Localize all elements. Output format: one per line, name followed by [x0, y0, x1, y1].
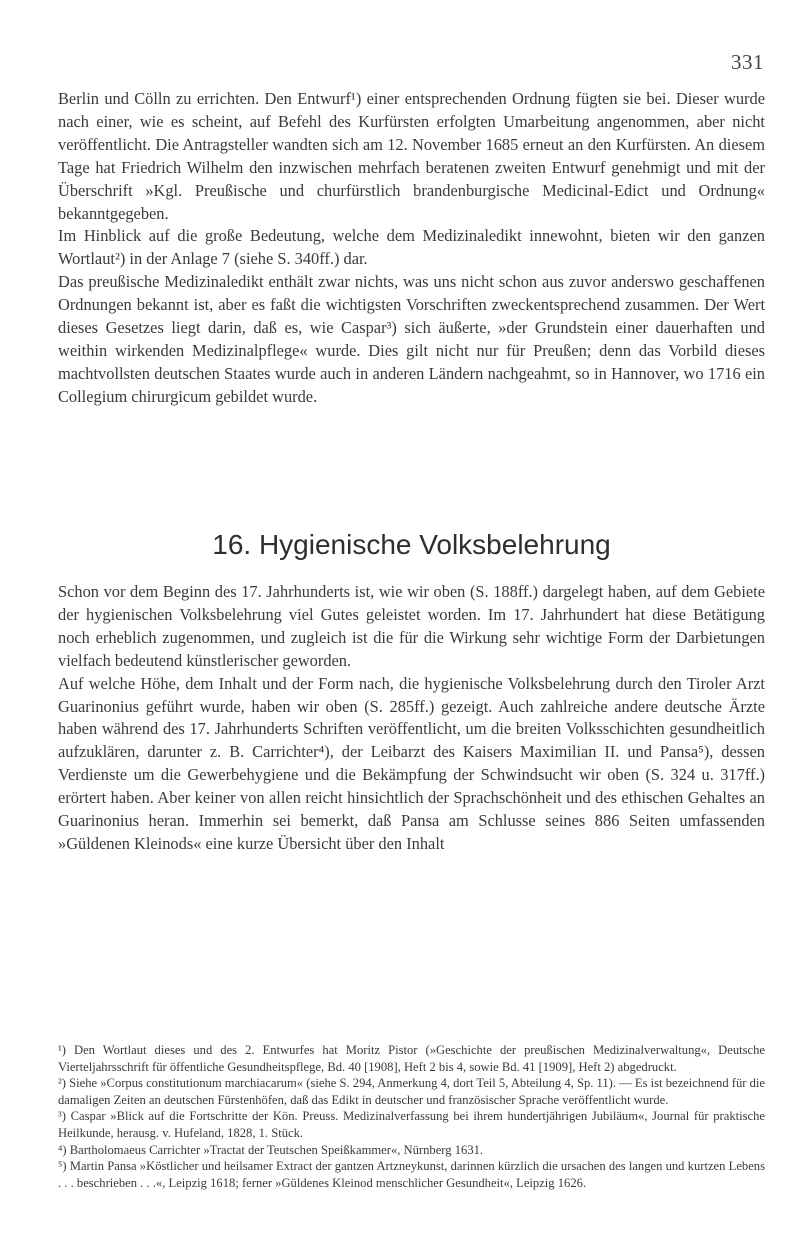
paragraph-5: Auf welche Höhe, dem Inhalt und der Form nach, die hygienische Volksbelehrung durch den Tiroler Arzt Guarinonius geführt wurde, haben wir oben (S. 285ff.) gezeigt. Auch zahlreiche andere deutsche Ärzte haben während des 17. Jahrhunderts Schriften veröffentlicht, um die breiten Volksschichten gesundheitlich aufzuklären, darunter z. B. Carrichter⁴), der Leibarzt des Kaisers Maximilian II. und Pansa⁵), dessen Verdienste um die Gewerbehygiene und die Bekämpfung der Schwindsucht wir oben (S. 324 u. 317ff.) erörtert haben. Aber keiner von allen reicht hinsichtlich der Sprachschönheit und des ethischen Gehaltes an Guarinonius heran. Immerhin sei bemerkt, daß Pansa am Schlusse seines 886 Seiten umfassenden »Güldenen Kleinods« eine kurze Übersicht über den Inhalt [58, 673, 765, 853]
footnote-5: ⁵) Martin Pansa »Köstlicher und heilsamer Extract der gantzen Artzneykunst, darinnen kürzlich die ursachen des langen und kurtzen Lebens . . . beschrieben . . .«, Leipzig 1618; ferner »Güldenes Kleinod menschlicher Gesundheit«, Leipzig 1626. [58, 1159, 765, 1190]
paragraph-4: Schon vor dem Beginn des 17. Jahrhunderts ist, wie wir oben (S. 188ff.) dargelegt haben, auf dem Gebiete der hygienischen Volksbelehrung viel Gutes geleistet worden. Im 17. Jahrhundert hat diese Betätigung noch erheblich zugenommen, und zugleich ist die für die Wirkung sehr wichtige Form der Darbietungen vielfach bedeutend künstlerischer geworden. [58, 582, 765, 670]
footnote-2: ²) Siehe »Corpus constitutionum marchiacarum« (siehe S. 294, Anmerkung 4, dort Teil 5, Abteilung 4, Sp. 11). — Es ist bezeichnend für die damaligen Zeiten an deutschen Fürstenhöfen, daß das Edikt in deutscher und französischer Sprache veröffentlicht wurde. [58, 1076, 765, 1107]
paragraph-3: Das preußische Medizinaledikt enthält zwar nichts, was uns nicht schon aus zuvor anderswo geschaffenen Ordnungen bekannt ist, aber es faßt die wichtigsten Vorschriften zweckentsprechend zusammen. Der Wert dieses Gesetzes liegt darin, daß es, wie Caspar³) sich äußerte, »der Grundstein einer dauerhaften und weithin wirkenden Medizinalpflege« wurde. Dies gilt nicht nur für Preußen; denn das Vorbild dieses machtvollsten deutschen Staates wurde auch in anderen Ländern nachgeahmt, so in Hannover, wo 1716 ein Collegium chirurgicum gebildet wurde. [58, 272, 765, 406]
paragraph-2: Im Hinblick auf die große Bedeutung, welche dem Medizinaledikt innewohnt, bieten wir den ganzen Wortlaut²) in der Anlage 7 (siehe S. 340ff.) dar. [58, 226, 765, 269]
paragraph-1: Berlin und Cölln zu errichten. Den Entwurf¹) einer entsprechenden Ordnung fügten sie bei. Dieser wurde nach einer, wie es scheint, auf Befehl des Kurfürsten erfolgten Umarbeitung angenommen, aber nicht veröffentlicht. Die Antragsteller wandten sich am 12. November 1685 erneut an den Kurfürsten. An diesem Tage hat Friedrich Wilhelm den inzwischen mehrfach beratenen zweiten Entwurf genehmigt und mit der Überschrift »Kgl. Preußische und churfürstlich brandenburgische Medicinal-Edict und Ordnung« bekanntgegeben. [58, 89, 765, 223]
footnote-1: ¹) Den Wortlaut dieses und des 2. Entwurfes hat Moritz Pistor (»Geschichte der preußischen Medizinalverwaltung«, Deutsche Vierteljahrsschrift für öffentliche Gesundheitspflege, Bd. 40 [1908], Heft 2 bis 4, sowie Bd. 41 [1909], Heft 2) abgedruckt. [58, 1043, 765, 1074]
page-number: 331 [731, 50, 764, 74]
body-text-top [58, 88, 765, 409]
footnote-4: ⁴) Bartholomaeus Carrichter »Tractat der Teutschen Speißkammer«, Nürnberg 1631. [58, 1142, 484, 1157]
footnotes [58, 1042, 765, 1191]
section-heading: 16. Hygienische Volksbelehrung [212, 529, 611, 560]
footnote-3: ³) Caspar »Blick auf die Fortschritte der Kön. Preuss. Medizinalverfassung bei ihrem hundertjährigen Jubiläum«, Journal für praktische Heilkunde, herausg. v. Hufeland, 1828, 1. Stück. [58, 1109, 765, 1140]
section-16 [58, 507, 765, 856]
